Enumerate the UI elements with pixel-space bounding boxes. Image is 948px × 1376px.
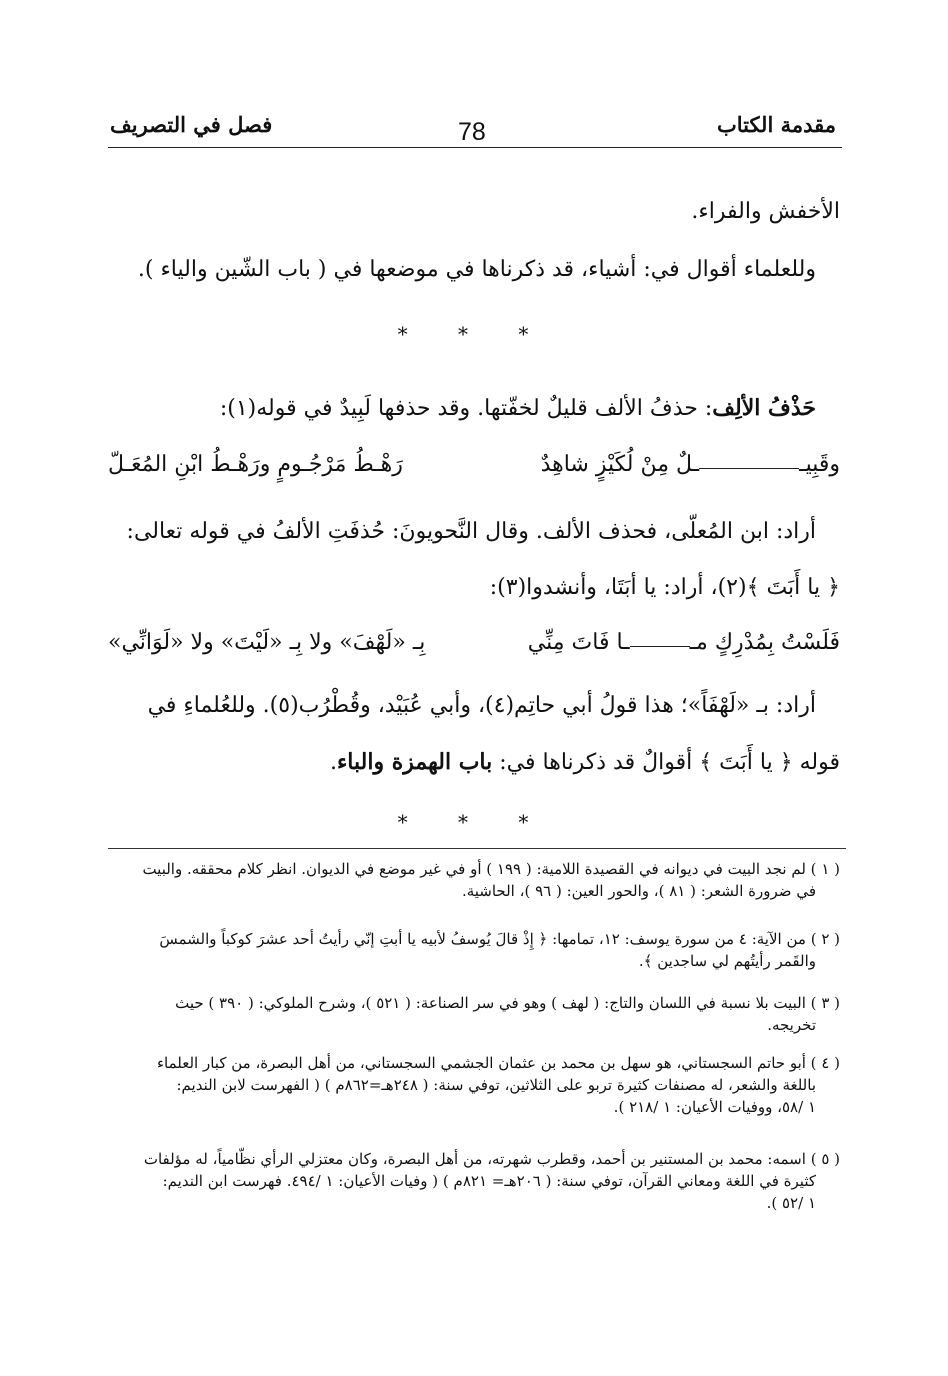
footnote-5-line-2: كثيرة في اللغة ومعاني القرآن، توفي سنة: ( ٢٠٦هـ= ٨٢١م ) ( وفيات الأعيان: ١ /٤٩٤. فهرست ابن النديم: (162, 1172, 816, 1190)
footnote-3-line-2: تخريجه. (767, 1016, 816, 1034)
running-header-chapter: فصل في التصريف (110, 112, 273, 137)
footnote-2 (104, 928, 840, 972)
verse-1-first-hemistich (541, 452, 840, 477)
verse-2-second-part: ـا فَاتَ مِنِّي (527, 630, 630, 655)
header-rule (108, 147, 842, 148)
page-number: 78 (458, 118, 486, 146)
running-header-section: مقدمة الكتاب (716, 112, 836, 137)
verse-1-second-hemistich: رَهْـطُ مَرْجُـومٍ ورَهْـطُ ابْنِ المُعَـلّ (108, 452, 403, 477)
footnote-3-line-1: ( ٣ ) البيت بلا نسبة في اللسان والتاج: ( لهف ) وهو في سر الصناعة: ( ٥٢١ )، وشرح الملوكي: ( ٣٩٠ ) حيث (175, 994, 840, 1012)
verse-2-second-hemistich: بِـ «لَهْفَ» ولا بِـ «لَيْتَ» ولا «لَوَانِّي» (108, 630, 426, 655)
verse-2-first-hemistich (528, 630, 840, 655)
body-line-7-text: قوله ﴿ يا أَبَتَ ﴾ أقوالٌ قد ذكرناها في: (492, 750, 840, 775)
footnote-4-line-2: باللغة والشعر، له مصنفات كثيرة تربو على الثلاثين، توفي سنة: ( ٢٤٨هـ=٨٦٢م ) ( الفهرست لابن النديم: (176, 1076, 816, 1094)
footnote-3 (104, 992, 840, 1036)
body-line-6: أراد: بـ «لَهْفَاً»؛ هذا قولُ أبي حاتِم(٤)، وأبي عُبَيْد، وقُطْرُب(٥). وللعُلماءِ في (147, 693, 816, 718)
verse-1-second-part: ـلٌ مِنْ لُكَيْزٍ شاهِدٌ (540, 452, 700, 477)
body-line-5: ﴿ يا أَبَتَ ﴾(٢)، أراد: يا أبَتَا، وأنشدوا(٣): (489, 575, 840, 600)
section-heading: حَذْفُ الألِف (712, 395, 816, 421)
footnote-5-line-1: ( ٥ ) اسمه: محمد بن المستنير بن أحمد، وقطرب شهرته، من أهل البصرة، وكان معتزلي الرأي نظّامياً، له مؤلفات (143, 1150, 840, 1168)
footnote-2-line-2: والقَمر رأيتُهم لي ساجدين ﴾. (638, 952, 816, 970)
section-separator-2: * * * (397, 810, 551, 834)
body-line-7 (106, 746, 840, 779)
verse-1-first-part: وقَبِيـ (799, 452, 840, 477)
body-line-2: وللعلماء أقوال في: أشياء، قد ذكرناها في موضعها في ( باب الشّين والياء ). (137, 257, 816, 282)
body-line-3 (106, 392, 840, 425)
body-line-4: أراد: ابن المُعلّى، فحذف الألف. وقال النَّحويونَ: حُذفَتِ الألفُ في قوله تعالى: (126, 519, 816, 544)
footnote-1-line-1: ( ١ ) لم نجد البيت في ديوانه في القصيدة اللامية: ( ١٩٩ ) أو في غير موضع في الديوان. انظر كلام محققه. والبيت (142, 860, 840, 878)
section-heading-text: : حذفُ الألف قليلٌ لخفّتها. وقد حذفها لَبِيدٌ في قوله(١): (219, 396, 713, 421)
footnote-5 (104, 1148, 840, 1214)
footnote-2-line-1: ( ٢ ) من الآية: ٤ من سورة يوسف: ١٢، تمامها: ﴿ إِذْ قالَ يُوسفُ لأبيه يا أبتِ إنّي رأيتُ أحد عشرَ كوكباً والشمسَ (159, 930, 840, 948)
verse-2-first-part: فَلَسْتُ بِمُدْرِكٍ مـ (689, 630, 840, 655)
footnote-rule (108, 848, 846, 849)
footnote-4-line-1: ( ٤ ) أبو حاتم السجستاني، هو سهل بن محمد بن عثمان الجشمي السجستاني، من أهل البصرة، من كبار العلماء (156, 1054, 840, 1072)
footnote-4 (104, 1052, 840, 1118)
body-line-1: الأخفش والفراء. (691, 199, 840, 224)
verse-2-stretch (630, 640, 690, 647)
body-line-7-end: . (329, 750, 337, 775)
verse-1-stretch (699, 462, 799, 469)
footnote-1 (104, 858, 840, 902)
chapter-reference: باب الهمزة والباء (336, 749, 493, 775)
footnote-4-line-3: ١ /٥٨، ووفيات الأعيان: ١ /٢١٨ ). (613, 1098, 816, 1116)
footnote-1-line-2: في ضرورة الشعر: ( ٨١ )، والحور العين: ( ٩٦ )، الحاشية. (461, 882, 816, 900)
section-separator: * * * (397, 322, 551, 346)
footnote-5-line-3: ١ /٥٢ ). (766, 1194, 816, 1212)
